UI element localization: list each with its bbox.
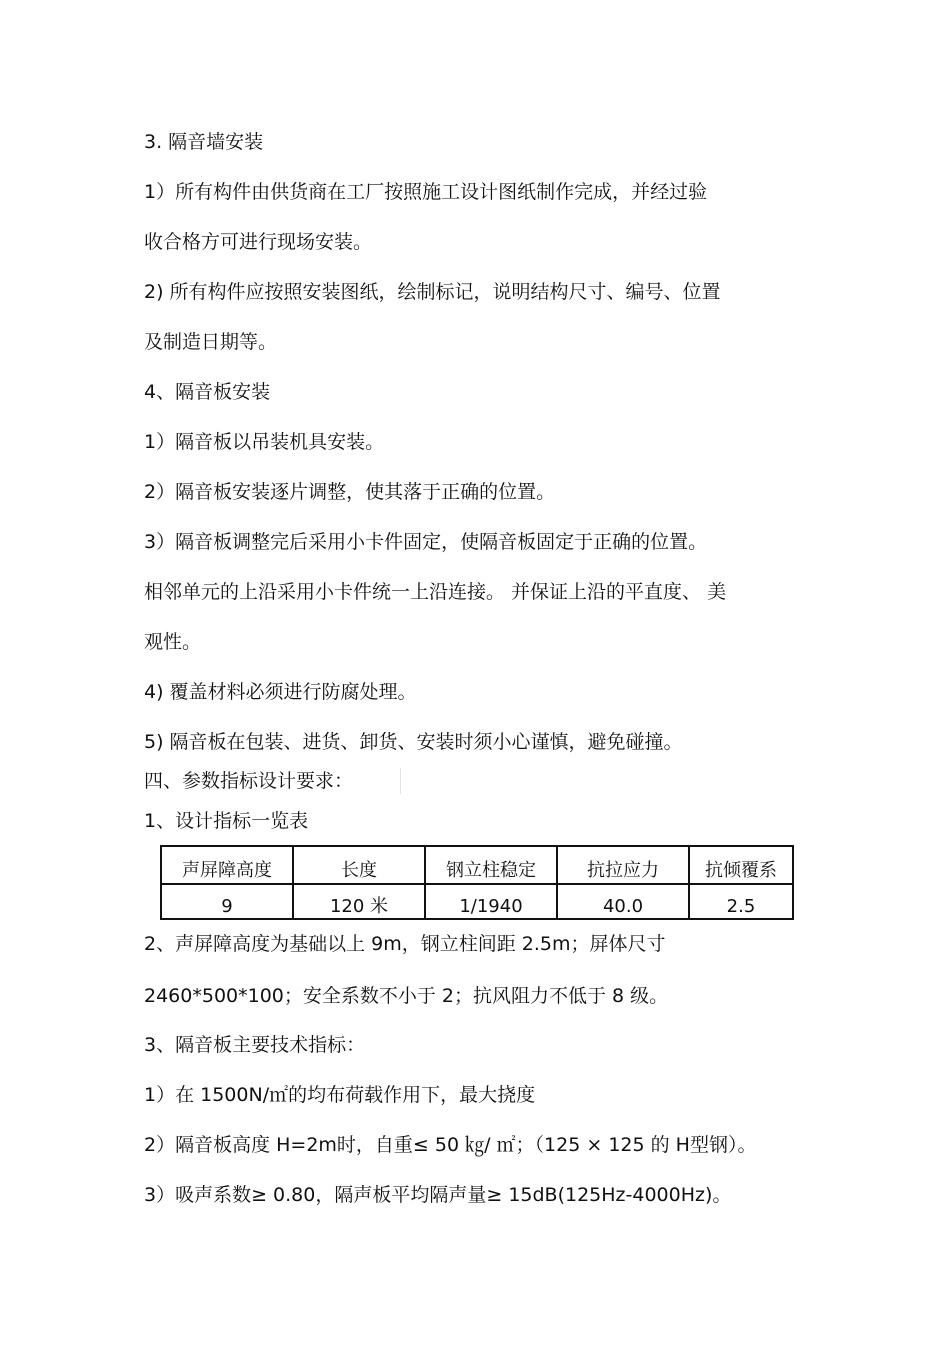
table-cell: 9 bbox=[161, 884, 293, 919]
paragraph-line: 2、声屏障高度为基础以上 9m，钢立柱间距 2.5m；屏体尺寸 bbox=[144, 933, 666, 955]
table-header-cell: 钢立柱稳定 bbox=[425, 846, 557, 884]
paragraph-line: 4) 覆盖材料必须进行防腐处理。 bbox=[144, 681, 417, 703]
table-cell: 1/1940 bbox=[425, 884, 557, 919]
table-header-cell: 抗拉应力 bbox=[557, 846, 689, 884]
cursor-divider bbox=[400, 768, 401, 794]
paragraph-line: 2) 所有构件应按照安装图纸，绘制标记，说明结构尺寸、编号、位置 bbox=[144, 281, 721, 303]
paragraph-line: 1）隔音板以吊装机具安装。 bbox=[144, 431, 385, 453]
table-cell: 40.0 bbox=[557, 884, 689, 919]
table-header-row bbox=[161, 846, 793, 884]
heading-sound-wall-installation: 3. 隔音墙安装 bbox=[144, 131, 264, 153]
table-header-cell: 长度 bbox=[293, 846, 425, 884]
table-header-cell: 抗倾覆系 bbox=[689, 846, 793, 884]
paragraph-line: 及制造日期等。 bbox=[144, 331, 278, 353]
table-header-cell: 声屏障高度 bbox=[161, 846, 293, 884]
table-cell: 120 米 bbox=[293, 884, 425, 919]
paragraph-line: 5) 隔音板在包装、进货、卸货、安装时须小心谨慎，避免碰撞。 bbox=[144, 731, 683, 753]
table-cell: 2.5 bbox=[689, 884, 793, 919]
paragraph-line: 2）隔音板高度 H=2m时，自重≤ 50 ㎏/ ㎡；（125 × 125 的 H型钢）。 bbox=[144, 1134, 757, 1156]
paragraph-line: 1）所有构件由供货商在工厂按照施工设计图纸制作完成，并经过验 bbox=[144, 181, 708, 203]
design-index-table bbox=[160, 845, 794, 920]
table-row bbox=[161, 884, 793, 919]
paragraph-line: 相邻单元的上沿采用小卡件统一上沿连接。 并保证上沿的平直度、 美 bbox=[144, 581, 727, 603]
paragraph-line: 3）吸声系数≥ 0.80，隔声板平均隔声量≥ 15dB(125Hz-4000Hz)。 bbox=[144, 1184, 732, 1206]
paragraph-line: 2）隔音板安装逐片调整，使其落于正确的位置。 bbox=[144, 481, 556, 503]
heading-panel-technical-indexes: 3、隔音板主要技术指标： bbox=[144, 1034, 366, 1056]
paragraph-line: 2460*500*100；安全系数不小于 2；抗风阻力不低于 8 级。 bbox=[144, 985, 669, 1007]
paragraph-line: 收合格方可进行现场安装。 bbox=[144, 231, 373, 253]
paragraph-line: 观性。 bbox=[144, 631, 202, 653]
heading-design-index-table: 1、设计指标一览表 bbox=[144, 810, 309, 832]
paragraph-line: 1）在 1500N/㎡的均布荷载作用下，最大挠度 bbox=[144, 1084, 536, 1106]
heading-panel-installation: 4、隔音板安装 bbox=[144, 381, 271, 403]
heading-parameter-requirements: 四、参数指标设计要求： bbox=[144, 770, 354, 792]
paragraph-line: 3）隔音板调整完后采用小卡件固定，使隔音板固定于正确的位置。 bbox=[144, 531, 708, 553]
